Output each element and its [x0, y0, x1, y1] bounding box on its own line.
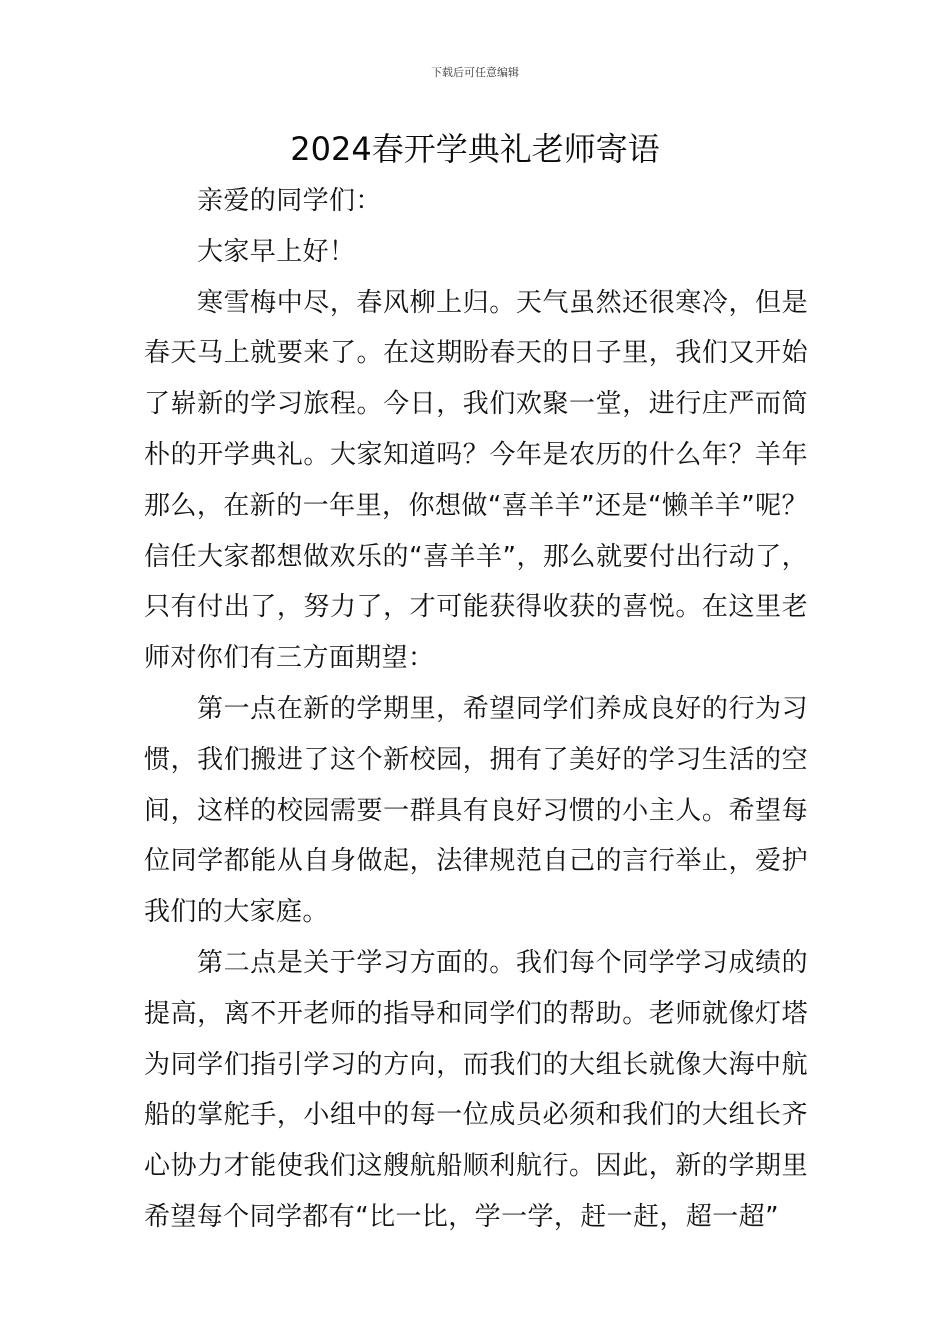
- good-morning-line: 大家早上好！: [197, 236, 356, 267]
- header-note: 下载后可任意编辑: [431, 66, 519, 79]
- greeting-line: 亲爱的同学们：: [197, 186, 382, 216]
- paragraph-intro: 寒雪梅中尽，春风柳上归。天气虽然还很寒冷，但是春天马上就要来了。在这期盼春天的日子里，我们又开始了崭新的学习旅程。今日，我们欢聚一堂，进行庄严而简朴的开学典礼。大家知道吗？今年是农历的什么年？羊年那么，在新的一年里，你想做“喜羊羊”还是“懒羊羊”呢？信任大家都想做欢乐的“喜羊羊”，那么就要付出行动了，只有付出了，努力了，才可能获得收获的喜悦。在这里老师对你们有三方面期望：: [144, 287, 808, 674]
- paragraph-first-point: 第一点在新的学期里，希望同学们养成良好的行为习惯，我们搬进了这个新校园，拥有了美好的学习生活的空间，这样的校园需要一群具有良好习惯的小主人。希望每位同学都能从自身做起，法律规范自己的言行举止，爱护我们的大家庭。: [144, 693, 808, 928]
- document-body: [144, 176, 808, 1243]
- paragraph-second-point: 第二点是关于学习方面的。我们每个同学学习成绩的提高，离不开老师的指导和同学们的帮助。老师就像灯塔为同学们指引学习的方向，而我们的大组长就像大海中航船的掌舵手，小组中的每一位成员必须和我们的大组长齐心协力才能使我们这艘航船顺利航行。因此，新的学期里希望每个同学都有“比一比，学一学，赶一赶，超一超”: [144, 947, 808, 1232]
- document-title: 2024春开学典礼老师寄语: [290, 130, 660, 168]
